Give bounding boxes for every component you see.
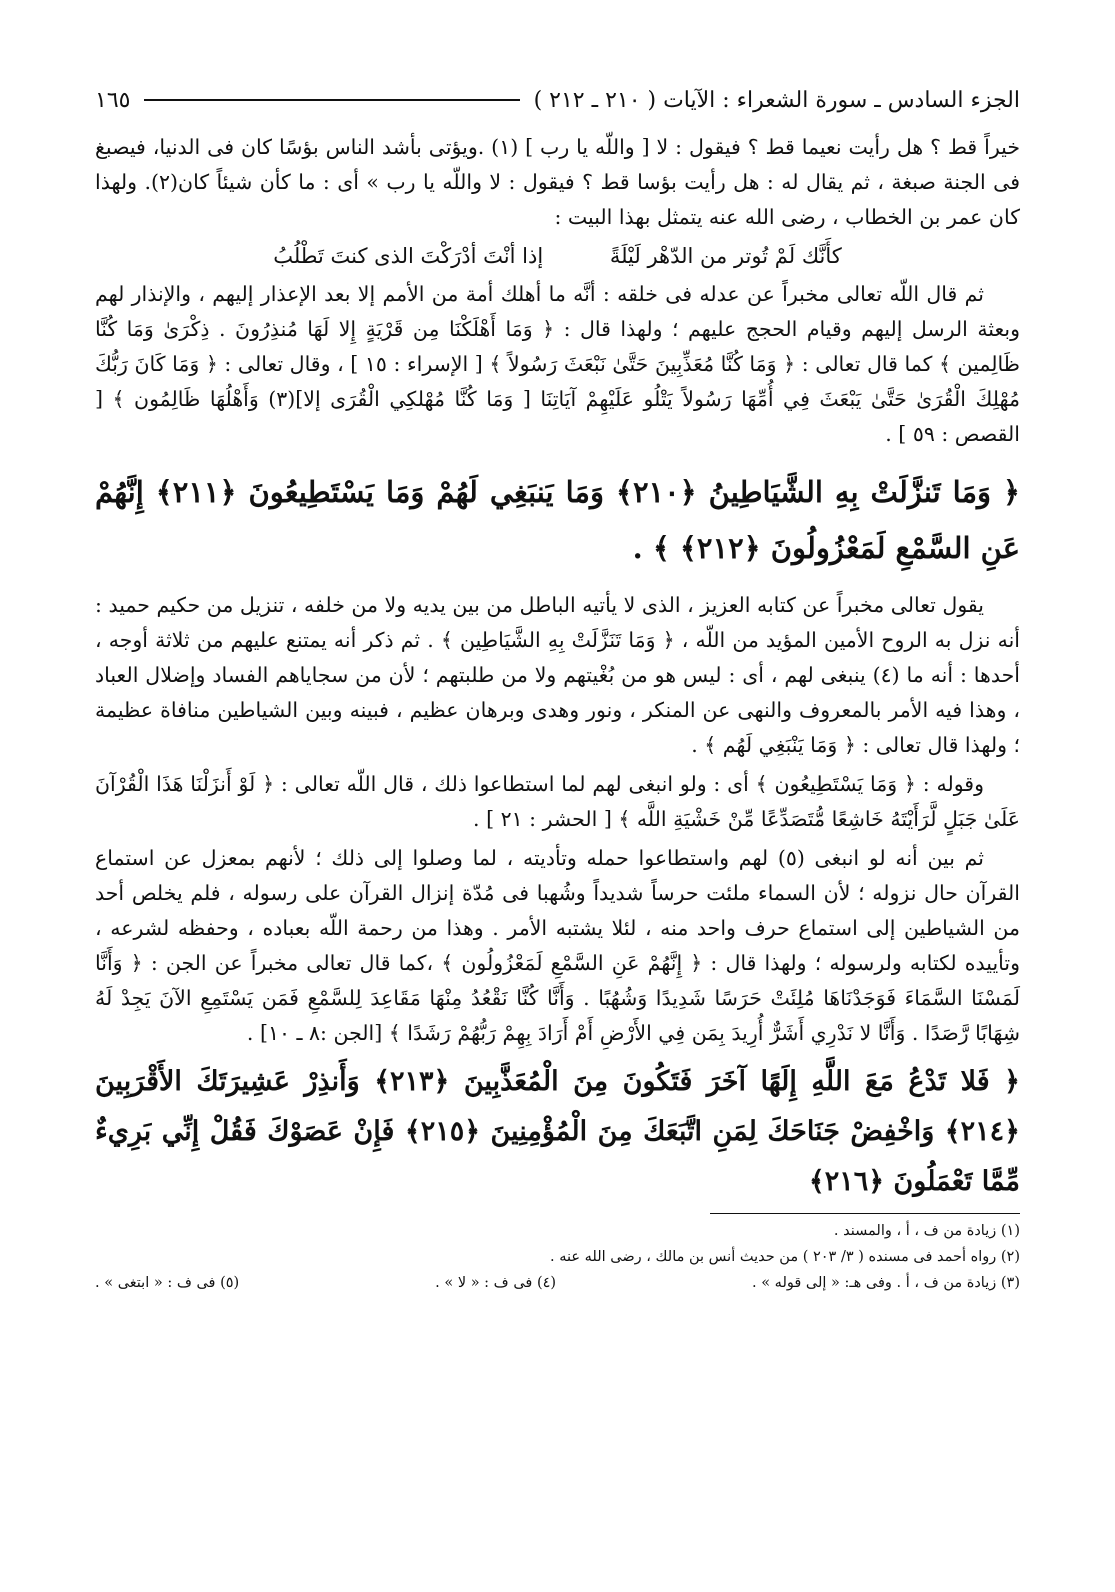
page-number: ١٦٥ [95,87,131,113]
footnote-5: (٥) فى ف : « ابتغى » . [95,1275,240,1291]
header-rule [144,99,519,101]
footnote-3: (٣) زيادة من ف ، أ . وفى هـ: « إلى قوله » . [751,1275,1020,1291]
verse-hemistich-right: كأَنَّك لَمْ تُوتر من الدّهْر لَيْلَةً [609,244,842,268]
footnote-row-3-5 [95,1270,1020,1296]
verse-hemistich-left: إذا أنْتَ أدْرَكْتَ الذى كنتَ تَطْلُبُ [273,244,544,268]
running-header [95,80,1020,120]
paragraph-2: ثم قال اللّه تعالى مخبراً عن عدله فى خلقه : أنَّه ما أهلك أمة من الأمم إلا بعد الإعذار إليهم ، والإنذار لهم وبعثة الرسل إليهم وقيام الحجج عليهم ؛ ولهذا قال : ﴿ وَمَا أَهْلَكْنَا مِن قَرْيَةٍ إِلا لَهَا مُنذِرُونَ . ذِكْرَىٰ وَمَا كُنَّا ظَالِمين ﴾ كما قال تعالى : ﴿ وَمَا كُنَّا مُعَذِّبِينَ حَتَّىٰ نَبْعَثَ رَسُولاً ﴾ [ الإسراء : ١٥ ] ، وقال تعالى : ﴿ وَمَا كَانَ رَبُّكَ مُهْلِكَ الْقُرَىٰ حَتَّىٰ يَبْعَثَ فِي أُمِّهَا رَسُولاً يَتْلُو عَلَيْهِمْ آيَاتِنَا [ وَمَا كُنَّا مُهْلكِي الْقُرَى إلا](٣) وَأَهْلُهَا ظَالِمُون ﴾ [ القصص : ٥٩ ] . [95,282,1021,446]
paragraph-4: وقوله : ﴿ وَمَا يَسْتَطِيعُون ﴾ أى : ولو انبغى لهم لما استطاعوا ذلك ، قال اللّه تعالى : ﴿ لَوْ أَنزَلْنَا هَذَا الْقُرْآنَ عَلَىٰ جَبَلٍ لَّرَأَيْتَهُ خَاشِعًا مُّتَصَدِّعًا مِّنْ خَشْيَةِ اللَّه ﴾ [ الحشر : ٢١ ] . [95,772,1020,831]
footnote-2: (٢) رواه أحمد فى مسنده ( ٣/ ٢٠٣ ) من حديث أنس بن مالك ، رضى الله عنه . [550,1249,1020,1265]
paragraph-5: ثم بين أنه لو انبغى (٥) لهم واستطاعوا حمله وتأديته ، لما وصلوا إلى ذلك ؛ لأنهم بمعزل عن استماع القرآن حال نزوله ؛ لأن السماء ملئت حرساً شديداً وشُهبا فى مُدّة إنزال القرآن على رسوله ، فلم يخلص أحد من الشياطين إلى استماع حرف واحد منه ، لئلا يشتبه الأمر . وهذا من رحمة اللّه بعباده ، وحفظه لشرعه ، وتأييده لكتابه ولرسوله ؛ ولهذا قال : ﴿ إِنَّهُمْ عَنِ السَّمْعِ لَمَعْزُولُون ﴾ ،كما قال تعالى مخبراً عن الجن : ﴿ وَأَنَّا لَمَسْنَا السَّمَاءَ فَوَجَدْنَاهَا مُلِئَتْ حَرَسًا شَدِيدًا وَشُهُبًا . وَأَنَّا كُنَّا نَقْعُدُ مِنْهَا مَقَاعِدَ لِلسَّمْعِ فَمَن يَسْتَمِعِ الآنَ يَجِدْ لَهُ شِهَابًا رَّصَدًا . وَأَنَّا لا نَدْرِي أَشَرٌّ أُرِيدَ بِمَن فِي الأَرْضِ أَمْ أَرَادَ بِهِمْ رَبُّهُمْ رَشَدًا ﴾ [الجن :٨ ـ ١٠] . [95,846,1020,1045]
footnote-4: (٤) فى ف : « لا » . [435,1275,557,1291]
poetry-verse [95,237,1020,275]
quran-verses-210-212: ﴿ وَمَا تَنزَّلَتْ بِهِ الشَّيَاطِينُ ﴿٢١٠﴾ وَمَا يَنبَغِي لَهُمْ وَمَا يَسْتَطِيعُونَ ﴿٢١١﴾ إِنَّهُمْ عَنِ السَّمْعِ لَمَعْزُولُونَ ﴿٢١٢﴾ ﴾ . [95,475,1020,565]
header-title: الجزء السادس ـ سورة الشعراء : الآيات ( ٢١٠ ـ ٢١٢ ) [533,87,1020,113]
footnote-rule [710,1213,1020,1214]
quran-verses-213-216: ﴿ فَلا تَدْعُ مَعَ اللَّهِ إِلَهًا آخَرَ فَتَكُونَ مِنَ الْمُعَذَّبِينَ ﴿٢١٣﴾ وَأَنذِرْ عَشِيرَتَكَ الأَقْرَبِينَ ﴿٢١٤﴾ وَاخْفِضْ جَنَاحَكَ لِمَنِ اتَّبَعَكَ مِنَ الْمُؤْمِنِينَ ﴿٢١٥﴾ فَإِنْ عَصَوْكَ فَقُلْ إِنِّي بَرِيءٌ مِّمَّا تَعْمَلُونَ ﴿٢١٦﴾ [95,1066,1020,1197]
page [95,80,1020,1296]
paragraph-1: خيراً قط ؟ هل رأيت نعيما قط ؟ فيقول : لا [ واللّه يا رب ] (١) .ويؤتى بأشد الناس بؤسًا كان فى الدنيا، فيصبغ فى الجنة صبغة ، ثم يقال له : هل رأيت بؤسا قط ؟ فيقول : لا واللّه يا رب » أى : ما كأن شيئاً كان(٢). ولهذا كان عمر بن الخطاب ، رضى الله عنه يتمثل بهذا البيت : [95,135,1020,229]
footnote-1: (١) زيادة من ف ، أ ، والمسند . [833,1223,1020,1239]
paragraph-3: يقول تعالى مخبراً عن كتابه العزيز ، الذى لا يأتيه الباطل من بين يديه ولا من خلفه ، تنزيل من حكيم حميد : أنه نزل به الروح الأمين المؤيد من اللّه ، ﴿ وَمَا تَنَزَّلَتْ بِهِ الشَّيَاطِين ﴾ . ثم ذكر أنه يمتنع عليهم من ثلاثة أوجه ، أحدها : أنه ما (٤) ينبغى لهم ، أى : ليس هو من بُغْيتهم ولا من طلبتهم ؛ لأن من سجاياهم الفساد وإضلال العباد ، وهذا فيه الأمر بالمعروف والنهى عن المنكر ، ونور وهدى وبرهان عظيم ، فبينه وبين الشياطين منافاة عظيمة ؛ ولهذا قال تعالى : ﴿ وَمَا يَنْبَغِي لَهُم ﴾ . [95,593,1020,757]
